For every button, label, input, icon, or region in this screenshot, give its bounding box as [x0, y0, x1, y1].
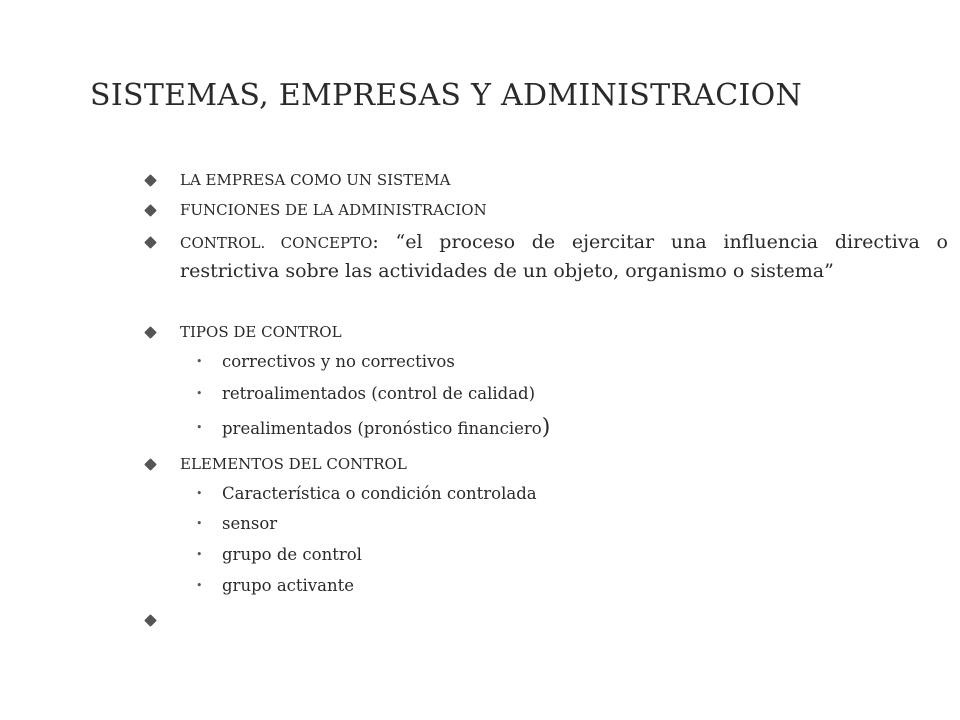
sub-item-text: grupo de control [222, 545, 362, 564]
sub-item-text: grupo activante [222, 576, 354, 595]
sub-item-text-paren: ) [541, 415, 551, 440]
diamond-bullet-icon [144, 236, 157, 249]
diamond-bullet-icon [144, 458, 157, 471]
dot-bullet-icon: • [196, 548, 203, 561]
bullet-text: FUNCIONES DE LA ADMINISTRACION [180, 201, 487, 219]
control-concept-text [180, 228, 948, 285]
sub-item-text: sensor [222, 514, 278, 533]
dot-bullet-icon: • [196, 355, 203, 368]
dot-bullet-icon: • [196, 421, 203, 434]
control-concept-definition: : “el proceso de ejercitar una influencia directiva o restrictiva sobre las actividades de un objeto, organismo o sistema” [180, 231, 948, 282]
bullet-text: ELEMENTOS DEL CONTROL [180, 455, 407, 473]
diamond-bullet-icon [144, 204, 157, 217]
dot-bullet-icon: • [196, 487, 203, 500]
sub-item-text: retroalimentados (control de calidad) [222, 384, 536, 403]
dot-bullet-icon: • [196, 579, 203, 592]
sub-item-text: correctivos y no correctivos [222, 352, 455, 371]
bullet-text: TIPOS DE CONTROL [180, 323, 342, 341]
diamond-bullet-icon [144, 174, 157, 187]
diamond-bullet-icon [144, 614, 157, 627]
control-concept-label: CONTROL. CONCEPTO [180, 234, 373, 252]
slide-title: SISTEMAS, EMPRESAS Y ADMINISTRACION [90, 78, 803, 113]
bullet-text: LA EMPRESA COMO UN SISTEMA [180, 171, 451, 189]
diamond-bullet-icon [144, 326, 157, 339]
sub-item-text-main: prealimentados (pronóstico financiero [222, 419, 542, 438]
sub-item-text [222, 415, 551, 440]
sub-item-text: Característica o condición controlada [222, 484, 537, 503]
dot-bullet-icon: • [196, 517, 203, 530]
dot-bullet-icon: • [196, 387, 203, 400]
